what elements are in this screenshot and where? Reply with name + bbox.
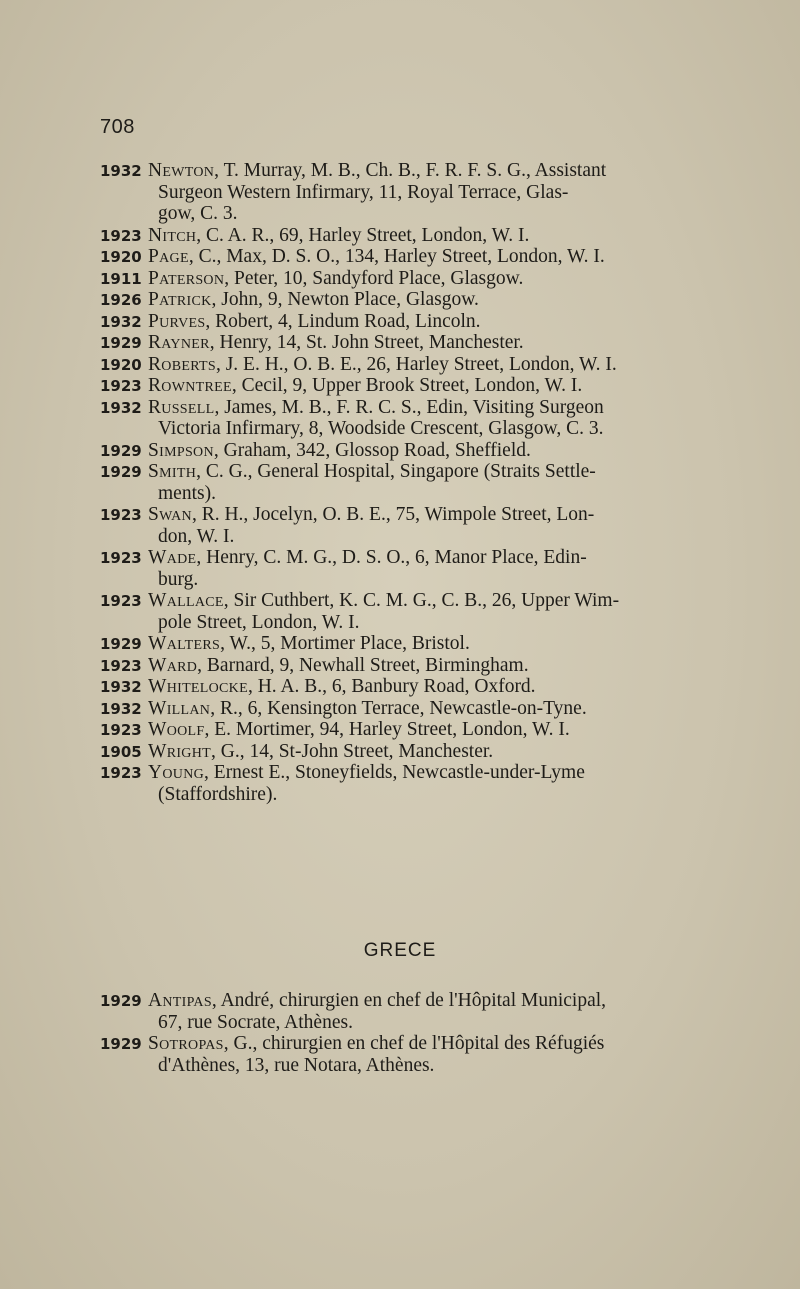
- entry-year: 1932: [100, 162, 142, 180]
- entry-year: 1929: [100, 1035, 142, 1053]
- entry-continuation: burg.: [158, 568, 199, 590]
- entry-details: , Graham, 342, Glossop Road, Sheffield.: [213, 439, 531, 461]
- entry-text: [148, 225, 740, 247]
- entry-surname: Russell: [148, 396, 215, 418]
- entry-surname: Nitch: [148, 224, 197, 246]
- entry-details: , R. H., Jocelyn, O. B. E., 75, Wimpole Street, Lon-: [191, 504, 595, 525]
- list-item: [100, 160, 740, 225]
- list-item: [100, 719, 740, 741]
- member-list-greece: [100, 990, 740, 1076]
- list-item: [100, 289, 740, 311]
- entry-year: 1923: [100, 656, 142, 675]
- entry-year: 1929: [100, 635, 142, 653]
- entry-surname: Sotropas: [148, 1033, 224, 1054]
- entry-details: , Cecil, 9, Upper Brook Street, London, W. I.: [231, 375, 583, 396]
- entry-surname: Rowntree: [148, 375, 232, 396]
- entry-continuation: don, W. I.: [158, 525, 235, 547]
- entry-text: [148, 676, 740, 698]
- entry-surname: Patrick: [148, 289, 212, 310]
- entry-year: 1923: [100, 592, 142, 610]
- list-item: [100, 461, 740, 504]
- entry-year: 1920: [100, 248, 142, 266]
- page-number: 708: [100, 116, 135, 138]
- entry-text: [148, 655, 740, 677]
- list-item: [100, 332, 740, 354]
- entry-continuation: Surgeon Western Infirmary, 11, Royal Terrace, Glas-: [158, 181, 569, 203]
- entry-continuation: gow, C. 3.: [158, 203, 238, 224]
- entry-text: [148, 289, 740, 311]
- entry-year: 1923: [100, 377, 142, 395]
- entry-surname: Smith: [148, 461, 197, 482]
- entry-surname: Page: [148, 246, 189, 267]
- entry-text: [148, 741, 740, 763]
- entry-text: [148, 504, 740, 526]
- entry-year: 1905: [100, 742, 142, 761]
- entry-year: 1932: [100, 699, 142, 718]
- entry-year: 1923: [100, 764, 142, 782]
- entry-year: 1920: [100, 355, 142, 374]
- entry-continuation: d'Athènes, 13, rue Notara, Athènes.: [158, 1054, 435, 1076]
- list-item: [100, 762, 740, 805]
- entry-text: [148, 160, 740, 182]
- entry-text: [148, 440, 740, 462]
- entry-text: [148, 268, 740, 290]
- list-item: [100, 268, 740, 290]
- list-item: [100, 741, 740, 763]
- entry-details: , C. G., General Hospital, Singapore (Straits Settle-: [196, 461, 596, 482]
- entry-text: [148, 311, 740, 333]
- list-item: [100, 1033, 740, 1076]
- list-item: [100, 354, 740, 376]
- entry-text: [148, 375, 740, 397]
- entry-text: [148, 332, 740, 354]
- entry-text: [148, 698, 740, 720]
- entry-details: , André, chirurgien en chef de l'Hôpital Municipal,: [211, 990, 607, 1011]
- list-item: [100, 375, 740, 397]
- entry-year: 1926: [100, 291, 142, 309]
- entry-surname: Young: [148, 762, 205, 783]
- list-item: [100, 655, 740, 677]
- list-item: [100, 590, 740, 633]
- entry-details: , H. A. B., 6, Banbury Road, Oxford.: [247, 676, 536, 697]
- list-item: [100, 676, 740, 698]
- entry-year: 1932: [100, 678, 142, 696]
- list-item: [100, 633, 740, 655]
- entry-year: 1929: [100, 463, 142, 481]
- entry-surname: Paterson: [148, 267, 225, 289]
- entry-details: , Ernest E., Stoneyfields, Newcastle-under-Lyme: [204, 762, 585, 783]
- entry-details: , T. Murray, M. B., Ch. B., F. R. F. S. G., Assistant: [214, 160, 607, 181]
- list-item: [100, 504, 740, 547]
- entry-details: , E. Mortimer, 94, Harley Street, London, W. I.: [204, 719, 570, 740]
- entry-details: , G., chirurgien en chef de l'Hôpital des Réfugiés: [223, 1033, 605, 1054]
- list-item: [100, 990, 740, 1033]
- entry-details: , Sir Cuthbert, K. C. M. G., C. B., 26, Upper Wim-: [223, 590, 620, 611]
- entry-text: [148, 990, 740, 1012]
- entry-year: 1923: [100, 549, 142, 567]
- entry-surname: Wallace: [148, 590, 224, 611]
- entry-details: , John, 9, Newton Place, Glasgow.: [211, 289, 479, 310]
- entry-details: , G., 14, St-John Street, Manchester.: [210, 740, 494, 762]
- entry-year: 1911: [100, 269, 142, 288]
- entry-surname: Wright: [148, 740, 211, 762]
- entry-details: , C., Max, D. S. O., 134, Harley Street, London, W. I.: [188, 246, 605, 267]
- entry-year: 1929: [100, 992, 142, 1010]
- list-item: [100, 547, 740, 590]
- entry-surname: Woolf: [148, 719, 205, 740]
- entry-details: , C. A. R., 69, Harley Street, London, W. I.: [196, 224, 530, 246]
- entry-surname: Willan: [148, 697, 211, 719]
- entry-text: [148, 354, 740, 376]
- list-item: [100, 440, 740, 462]
- entry-text: [148, 461, 740, 483]
- entry-details: , W., 5, Mortimer Place, Bristol.: [220, 633, 470, 654]
- entry-surname: Newton: [148, 160, 215, 181]
- entry-text: [148, 762, 740, 784]
- section-title: GRECE: [363, 940, 437, 961]
- list-item: [100, 225, 740, 247]
- entry-surname: Whitelocke: [148, 676, 248, 697]
- entry-details: , Henry, C. M. G., D. S. O., 6, Manor Place, Edin-: [196, 547, 587, 568]
- entry-text: [148, 246, 740, 268]
- entry-details: , James, M. B., F. R. C. S., Edin, Visiting Surgeon: [214, 396, 604, 418]
- entry-text: [148, 633, 740, 655]
- entry-year: 1929: [100, 334, 142, 352]
- entry-text: [148, 719, 740, 741]
- entry-year: 1923: [100, 226, 142, 245]
- entry-surname: Simpson: [148, 439, 214, 461]
- entry-continuation: (Staffordshire).: [158, 783, 278, 805]
- entry-text: [148, 547, 740, 569]
- entry-continuation: 67, rue Socrate, Athènes.: [158, 1011, 353, 1033]
- entry-text: [148, 397, 740, 419]
- entry-year: 1923: [100, 506, 142, 524]
- entry-details: , Barnard, 9, Newhall Street, Birmingham.: [197, 654, 529, 676]
- entry-text: [148, 590, 740, 612]
- member-list-great-britain: [100, 160, 740, 805]
- entry-text: [148, 1033, 740, 1055]
- entry-continuation: pole Street, London, W. I.: [158, 611, 360, 633]
- entry-details: , Henry, 14, St. John Street, Manchester.: [209, 332, 524, 353]
- entry-details: , R., 6, Kensington Terrace, Newcastle-on-Tyne.: [210, 697, 587, 719]
- entry-surname: Rayner: [148, 332, 210, 353]
- list-item: [100, 311, 740, 333]
- entry-surname: Swan: [148, 504, 192, 525]
- entry-surname: Purves: [148, 310, 206, 332]
- entry-surname: Wade: [148, 547, 197, 568]
- entry-year: 1932: [100, 312, 142, 331]
- entry-details: , Robert, 4, Lindum Road, Lincoln.: [205, 310, 481, 332]
- entry-year: 1923: [100, 721, 142, 739]
- list-item: [100, 246, 740, 268]
- entry-continuation: Victoria Infirmary, 8, Woodside Crescent, Glasgow, C. 3.: [158, 418, 604, 439]
- entry-surname: Roberts: [148, 353, 216, 375]
- entry-continuation: ments).: [158, 482, 216, 504]
- entry-details: , Peter, 10, Sandyford Place, Glasgow.: [224, 267, 524, 289]
- entry-surname: Ward: [148, 654, 198, 676]
- list-item: [100, 397, 740, 440]
- entry-surname: Walters: [148, 633, 221, 654]
- entry-year: 1932: [100, 398, 142, 417]
- entry-details: , J. E. H., O. B. E., 26, Harley Street, London, W. I.: [215, 353, 617, 375]
- list-item: [100, 698, 740, 720]
- entry-year: 1929: [100, 441, 142, 460]
- entry-surname: Antipas: [148, 990, 212, 1011]
